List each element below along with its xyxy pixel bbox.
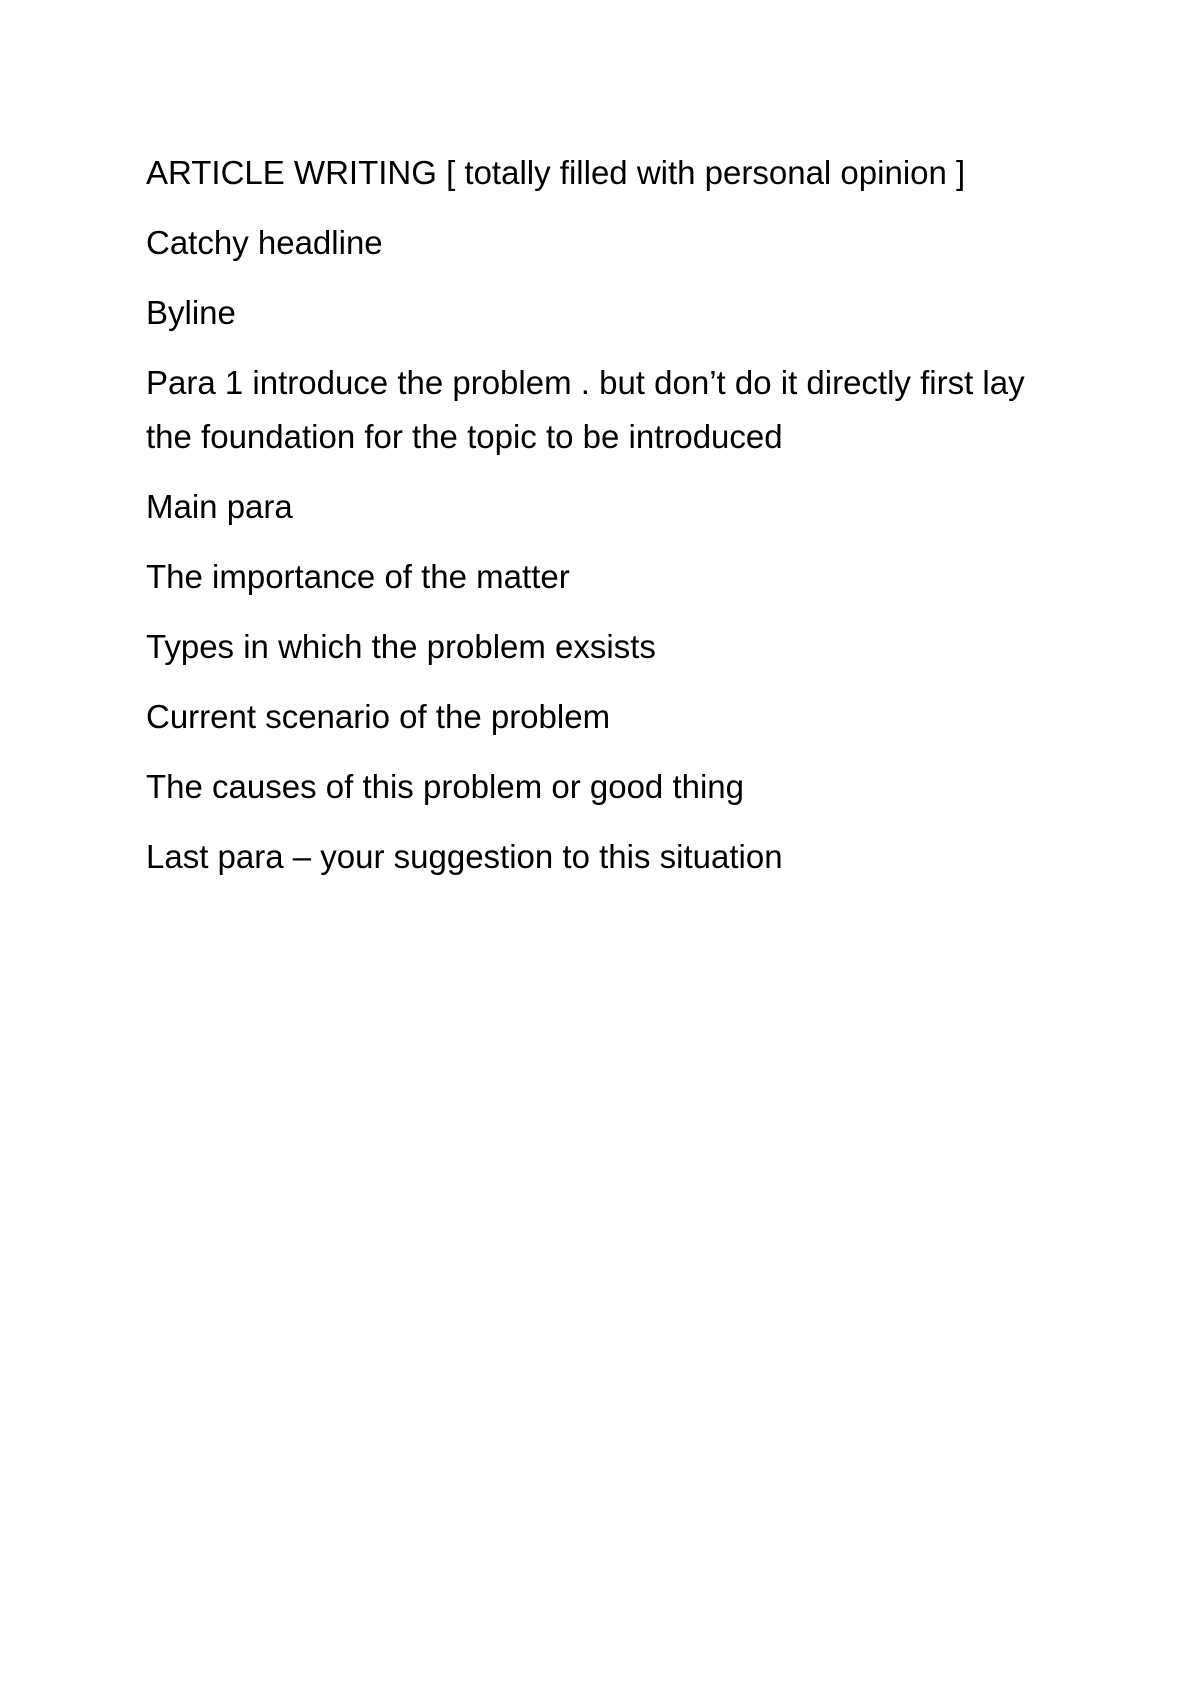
outline-item-last-para: Last para – your suggestion to this situation [146,838,783,875]
outline-item-causes: The causes of this problem or good thing [146,768,745,805]
document-body [146,146,1066,900]
outline-item-types: Types in which the problem exsists [146,628,656,665]
document-title: ARTICLE WRITING [ totally filled with personal opinion ] [146,154,966,191]
outline-item-main-para: Main para [146,488,293,525]
outline-item-para-1: Para 1 introduce the problem . but don’t do it directly first lay the foundation for the topic to be introduced [146,364,1025,455]
outline-item-importance: The importance of the matter [146,558,570,595]
outline-item-current-scenario: Current scenario of the problem [146,698,611,735]
outline-item-byline: Byline [146,294,236,331]
outline-item-headline: Catchy headline [146,224,383,261]
